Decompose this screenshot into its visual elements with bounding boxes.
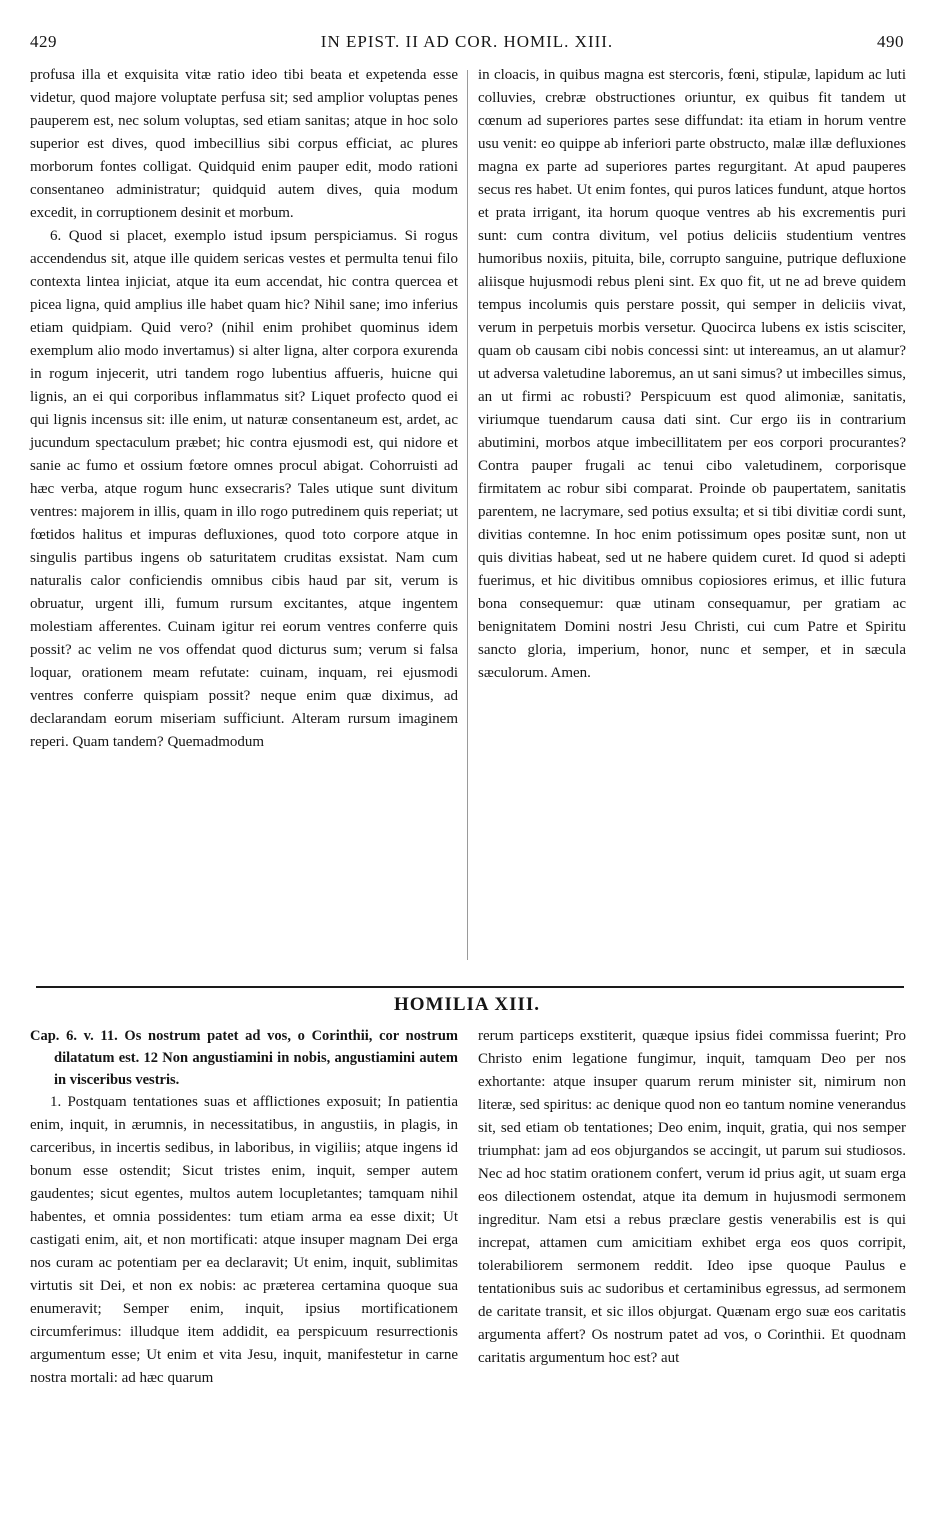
page-number-right: 490 — [877, 32, 904, 51]
paragraph: profusa illa et exquisita vitæ ratio ideo tibi beata et expetenda esse videtur, quod majore voluptate perfusa sit; sed amplior voluptas penes pauperem est, nec solum voluptas, sed etiam sanitas; atque in hoc solo superior est dives, quod imbecillius sibi corpus efficiat, ac plures morborum fontes colligat. Quidquid enim pauper edit, modo rationi consentaneo administratur; quidquid autem dives, quia modum excedit, in corruptionem desinit et morbum. — [30, 67, 458, 221]
running-title: IN EPIST. II AD COR. HOMIL. XIII. — [320, 32, 614, 51]
homily-title: HOMILIA XIII. — [393, 994, 541, 1015]
running-header — [30, 32, 904, 60]
paragraph: 1. Postquam tentationes suas et afflictiones exposuit; In patientia enim, inquit, in ærumnis, in necessitatibus, in angustiis, in plagis, in carceribus, in incertis sedibus, in laboribus, in vigiliis; atque ingens id bonum esse ostendit; Sicut tristes enim, inquit, semper autem gaudentes; sicut egentes, multos autem locupletantes; tamquam nihil habentes, et omnia possidentes: tum etiam arma ea esse dixit; Ut castigati enim, ait, et non mortificati: atque insuper magnam Dei erga nos curam ac potentiam per ea declaravit; Ut enim, inquit, sublimitas virtutis sit Dei, et non ex nobis: ac præterea certamina quoque sua enumeravit; Semper enim, inquit, ipsius mortificationem circumferimus: illudque item addidit, ea perspicuum resurrectionis argumentum esse; Ut enim et vita Jesu, inquit, manifestetur in carne nostra mortali: ad hæc quarum — [30, 1094, 458, 1386]
new-homily-left-column — [30, 1025, 458, 1390]
paragraph: in cloacis, in quibus magna est stercoris, fœni, stipulæ, lapidum ac luti colluvies, crebræ obstructiones oriuntur, ex quibus fit tandem ut cœnum ad superiores partes sese diffundat: ita etiam in horum ventre usu venit: eo quippe ab inferiori parte obstructo, malæ illæ defluxiones magna ex parte ad superiores partes regurgitant. At apud pauperes secus res habet. Ut enim fontes, qui puros latices fundunt, atque hortos et prata irrigant, ita horum quoque ventres ab his excrementis puri sunt: cum contra divitum, vel potius deliciis studentium ventres humoribus noxiis, pituita, bile, corrupto sanguine, putrique defluxione aliisque hujusmodi rebus pleni sint. Ex quo fit, ut ne ad breve quidem tempus incolumis quis perstare possit, qui semper in deliciis vivat, verum in perpetuis morbis versetur. Quocirca lubens ex istis scisciter, quam ob causam cibi nobis concessi sint: ut intereamus, an ut alamur? ut adversa valetudine laboremus, an ut sani simus? ut imbecilles simus, an ut firmi ac robusti? Perspicuum est quod alimoniæ, sanitatis, viriumque tuendarum causa dati sint. Cur ergo iis in contrarium abutimini, morbos atque imbecillitatem per eos corpori procurantes? Contra pauper frugali ac tenui cibo valetudinem, corporisque firmitatem ac robur sibi comparat. Proinde ob paupertatem, sanitatis parentem, ne lacrymare, sed potius exsulta; et si tibi divitiæ cordi sunt, divitias contemne. In hoc enim potissimum opes positæ sunt, non ut quis divitias habeat, sed ut ne habere quidem curet. Id quod si adepti fuerimus, et hic divitibus omnibus copiosiores erimus, et illic futura bona consequemur: quæ utinam consequamur, per gratiam ac benignitatem Domini nostri Jesu Christi, cui cum Patre et Spiritu sancto gloria, imperium, honor, nunc et semper, et in sæcula sæculorum. Amen. — [478, 67, 906, 681]
paragraph: rerum particeps exstiterit, quæque ipsius fidei commissa fuerint; Pro Christo enim legatione fungimur, inquit, tamquam Deo per nos exhortante: atque insuper quarum rerum minister sit, nimirum non literæ, sed spiritus: ac denique quod non eo tantum nomine venerandus sit, sed etiam ob tentationes; Deo enim, inquit, gratia, qui nos semper triumphat: jam ad eos objurgandos se accingit, ut parum sui studiosos. Nec ad hoc statim orationem confert, verum id prius agit, ut suam erga eos dilectionem ostendat, atque ita demum in hujusmodi sermonem ingreditur. Nam etsi a rebus præclare gestis venerabilis est is qui increpat, attamen cum amicitiam exhibet erga eos quos corripit, tolerabiliorem sermonem reddit. Ideo ipse quoque Paulus e tentationibus suis ac sudoribus et certaminibus egressus, ad sermonem de caritate transit, et sic illos objurgat. Quænam ergo suæ eos caritatis argumenta affert? Os nostrum patet ad vos, o Corinthii. Et quodnam caritatis argumentum hoc est? aut — [478, 1028, 906, 1366]
new-homily-right-column — [478, 1025, 906, 1370]
previous-homily-left-column — [30, 64, 458, 754]
previous-homily-right-column — [478, 64, 906, 685]
paragraph: 6. Quod si placet, exemplo istud ipsum perspiciamus. Si rogus accendendus sit, atque ille quidem sericas vestes et permulta tenui filo contexta lintea injiciat, atque ita eum accendat, hic contra quercea et picea ligna, quid amplius ille habet quam hic? Nihil sane; imo inferius etiam quidpiam. Quid vero? (nihil enim prohibet quominus idem exemplum alio modo invertamus) si alter ligna, alter corpora exurenda in rogum injecerit, utri tandem rogo lubentius affueris, huicne qui lignis, an ei qui corporibus inflammatus sit? Liquet profecto quod ei qui lignis incensus sit: ille enim, ut naturæ consentaneum est, ardet, ac jucundum spectaculum præbet; hic contra ejusmodi est, qui nidore et sanie ac fumo et ossium fœtore omnes procul abigat. Cohorruisti ad hæc verba, atque rogum hunc exsecraris? Tales utique sunt divitum ventres: majorem in illis, quam in illo rogo putredinem quis reperiat; ut fœtidos halitus et impuras defluxiones, quod toto corpore atque in singulis partibus ingens ob saturitatem cruditas exsistat. Nam cum naturalis calor conficiendis omnibus cibis haud par sit, verum is obruatur, urgent illi, fumum rursum excitantes, atque ingentem molestiam afferentes. Cuinam igitur rei eorum ventres conferre quis possit? ac velim ne vos offendat quod dicturus sum; verum si falsa loquar, orationem meam refutate: cuinam, inquam, rei ejusmodi ventres conferre quispiam possit? neque enim quæ diximus, ad declarandam eorum miseriam sufficiunt. Alteram rursum imaginem reperi. Quam tandem? Quemadmodum — [30, 228, 458, 750]
chapter-heading: Cap. 6. v. 11. Os nostrum patet ad vos, o Corinthii, cor nostrum dilatatum est. 12 Non angustiamini in nobis, angustiamini autem in visceribus vestris. — [30, 1028, 458, 1088]
column-divider — [467, 70, 468, 960]
section-rule — [36, 986, 904, 988]
page-number-left: 429 — [30, 32, 57, 51]
